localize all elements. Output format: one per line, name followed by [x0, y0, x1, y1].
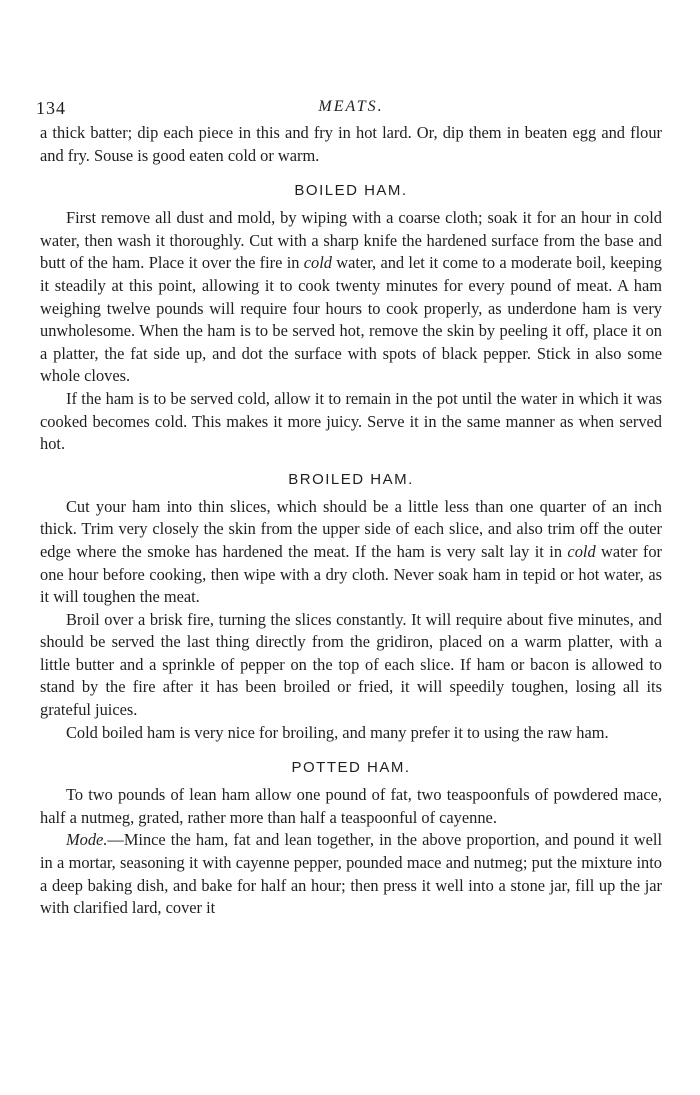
potted-ham-mode-text: —Mince the ham, fat and lean together, in the above proportion, and pound it well in a mortar, seasoning it with cayenne pepper, pounded mace and nutmeg; put the mixture into a deep baking dish, and bake for half an hour; then press it well into a stone jar, fill up the jar with clarified lard, cover it [40, 830, 662, 918]
broiled-ham-p1-part-b: water for one hour before cooking, then wipe with a dry cloth. Never soak ham in tepid or hot water, as it will toughen the meat. [40, 541, 662, 607]
page-number: 134 [36, 98, 66, 118]
boiled-ham-p1-emphasis: cold [303, 253, 332, 273]
broiled-ham-heading: BROILED HAM. [288, 470, 414, 488]
broiled-ham-p1-emphasis: cold [567, 541, 596, 561]
boiled-ham-paragraph-2: If the ham is to be served cold, allow it to remain in the pot until the water in which it was cooked becomes cold. This makes it more juicy. Serve it in the same manner as when served hot. [40, 388, 662, 454]
boiled-ham-paragraph-1 [40, 207, 662, 388]
potted-ham-mode-label: Mode. [66, 830, 108, 850]
broiled-ham-paragraph-2: Broil over a brisk fire, turning the slices constantly. It will require about five minutes, and should be served the last thing directly from the gridiron, placed on a warm platter, with a little butter and a sprinkle of pepper on the top of each slice. If ham or bacon is allowed to stand by the fire after it has been broiled or fried, it will speedily toughen, losing all its grateful juices. [40, 609, 662, 720]
boiled-ham-p1-part-a: First remove all dust and mold, by wiping with a coarse cloth; soak it for an hour in cold water, then wash it thoroughly. Cut with a sharp knife the hardened surface from the base and butt of the ham. Place it over the fire in [40, 208, 662, 273]
running-head [36, 98, 662, 122]
broiled-ham-p1-part-a: Cut your ham into thin slices, which should be a little less than one quarter of an inch thick. Trim very closely the skin from the upper side of each slice, and also trim off the outer edge where the smoke has hardened the meat. If the ham is very salt lay it in [40, 496, 662, 561]
potted-ham-paragraph-1: To two pounds of lean ham allow one pound of fat, two teaspoonfuls of powdered mace, half a nutmeg, grated, rather more than half a teaspoonful of cayenne. [40, 785, 662, 827]
boiled-ham-heading: BOILED HAM. [294, 182, 408, 200]
broiled-ham-paragraph-3: Cold boiled ham is very nice for broiling, and many prefer it to using the raw ham. [66, 722, 609, 742]
running-section-title: MEATS. [318, 98, 384, 115]
intro-paragraph: a thick batter; dip each piece in this and fry in hot lard. Or, dip them in beaten egg and flour and fry. Souse is good eaten cold or warm. [40, 123, 662, 165]
potted-ham-paragraph-2 [40, 829, 662, 919]
potted-ham-heading: POTTED HAM. [291, 759, 411, 777]
book-page [36, 98, 662, 920]
broiled-ham-paragraph-1 [40, 496, 662, 609]
boiled-ham-p1-part-b: water, and let it come to a moderate boil, keeping it steadily at this point, allowing it to cook twenty minutes for every pound of meat. A ham weighing twelve pounds will require four hours to cook properly, as underdone ham is very unwholesome. When the ham is to be served hot, remove the skin by peeling it off, place it on a platter, the fat side up, and dot the surface with spots of black pepper. Stick in also some whole cloves. [40, 253, 662, 386]
